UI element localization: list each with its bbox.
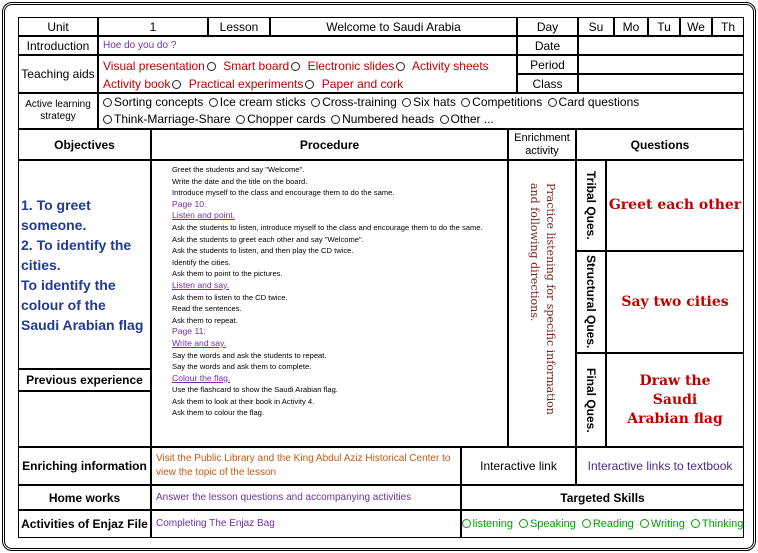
- listen-and-point-heading: Listen and point.: [172, 210, 236, 221]
- option-electronic-slides[interactable]: Electronic slides: [308, 59, 408, 73]
- option-cross-training[interactable]: Cross-training: [311, 95, 397, 109]
- page-11-heading: Page 11:: [172, 326, 206, 337]
- date-label: Date: [517, 36, 578, 55]
- structural-label-cell: [576, 251, 606, 353]
- procedure-line: Use the flashcard to show the Saudi Arabian flag.: [172, 385, 338, 395]
- radio-circle-icon: [209, 98, 218, 107]
- day-mo: Mo: [614, 17, 648, 36]
- radio-circle-icon: [103, 115, 112, 124]
- questions-header: Questions: [576, 129, 744, 160]
- option-think-marriage-share[interactable]: Think-Marriage-Share: [103, 112, 231, 126]
- final-label-cell: [576, 353, 606, 447]
- enrichment-header: Enrichment activity: [508, 129, 576, 160]
- radio-circle-icon: [331, 115, 340, 124]
- procedure-header: Procedure: [151, 129, 508, 160]
- radio-circle-icon: [172, 80, 181, 89]
- unit-value: 1: [98, 17, 208, 36]
- period-label: Period: [517, 55, 578, 74]
- procedure-line: Greet the students and say "Welcome".: [172, 165, 305, 174]
- radio-circle-icon: [548, 98, 557, 107]
- radio-circle-icon: [311, 98, 320, 107]
- procedure-line: Write the date and the title on the board.: [172, 176, 308, 186]
- option-competitions[interactable]: Competitions: [461, 95, 542, 109]
- option-six-hats[interactable]: Six hats: [402, 95, 456, 109]
- objectives-header: Objectives: [18, 129, 151, 160]
- procedure-line: Read the sentences.: [172, 304, 242, 314]
- skill-writing[interactable]: Writing: [640, 518, 685, 530]
- enjaz-cell: [151, 510, 461, 538]
- option-practical-experiments[interactable]: Practical experiments: [189, 77, 317, 91]
- radio-circle-icon: [396, 62, 405, 71]
- option-smart-board[interactable]: Smart board: [223, 59, 302, 73]
- option-activity-book[interactable]: Activity book: [103, 77, 183, 91]
- procedure-line: Ask them to look at their book in Activity 4.: [172, 396, 315, 406]
- teaching-aids-options: [98, 55, 517, 93]
- targeted-skills-label: Targeted Skills: [461, 485, 744, 510]
- active-learning-label: Active learning strategy: [18, 93, 98, 129]
- class-label: Class: [517, 74, 578, 93]
- skill-reading[interactable]: Reading: [582, 518, 634, 530]
- radio-circle-icon: [691, 519, 700, 528]
- structural-questions-label: Structural Ques.: [584, 255, 598, 349]
- skill-listening[interactable]: listening: [462, 518, 513, 530]
- option-ice-cream-sticks[interactable]: Ice cream sticks: [209, 95, 306, 109]
- radio-circle-icon: [640, 519, 649, 528]
- introduction-value: Hoe do you do ?: [103, 40, 177, 51]
- option-other[interactable]: Other ...: [440, 112, 494, 126]
- radio-circle-icon: [462, 519, 471, 528]
- option-numbered-heads[interactable]: Numbered heads: [331, 112, 434, 126]
- day-label: Day: [517, 17, 578, 36]
- enjaz-label: Activities of Enjaz File: [18, 510, 151, 538]
- final-question-cell: [606, 353, 744, 447]
- radio-circle-icon: [207, 62, 216, 71]
- previous-experience-cell: [18, 391, 151, 447]
- option-paper-and-cork[interactable]: Paper and cork: [321, 77, 404, 91]
- procedure-cell: [151, 160, 508, 447]
- procedure-line: Ask the students to greet each other and say "Welcome".: [172, 234, 364, 244]
- option-visual-presentation[interactable]: Visual presentation: [103, 59, 218, 73]
- option-activity-sheets[interactable]: Activity sheets: [411, 59, 489, 73]
- teaching-aids-label: Teaching aids: [18, 55, 98, 93]
- class-cell: [578, 74, 744, 93]
- radio-circle-icon: [291, 62, 300, 71]
- active-learning-options: [98, 93, 744, 129]
- option-chopper-cards[interactable]: Chopper cards: [236, 112, 326, 126]
- radio-circle-icon: [461, 98, 470, 107]
- tribal-label-cell: [576, 160, 606, 251]
- radio-circle-icon: [582, 519, 591, 528]
- interactive-link-value[interactable]: Interactive links to textbook: [576, 447, 744, 485]
- objective-cities: 2. To identify the cities.: [21, 237, 132, 273]
- procedure-line: Say the words and ask them to complete.: [172, 362, 312, 372]
- procedure-line: Ask them to colour the flag.: [172, 408, 265, 418]
- objectives-cell: [18, 160, 151, 369]
- page-10-heading: Page 10:: [172, 198, 207, 209]
- enrichment-text: Practice listening for specific information and following directions.: [528, 183, 557, 415]
- day-we: We: [680, 17, 712, 36]
- lesson-label: Lesson: [208, 17, 270, 36]
- home-works-cell: [151, 485, 461, 510]
- enjaz-value: Completing The Enjaz Bag: [156, 518, 275, 529]
- home-works-label: Home works: [18, 485, 151, 510]
- option-card-questions[interactable]: Card questions: [548, 95, 640, 109]
- enrichment-cell: [508, 160, 576, 447]
- tribal-question: Greet each other: [608, 197, 742, 213]
- structural-question: Say two cities: [621, 293, 729, 310]
- lesson-title: Welcome to Saudi Arabia: [270, 17, 517, 36]
- procedure-line: Ask the students to listen, and then play the CD twice.: [172, 246, 354, 256]
- day-th: Th: [712, 17, 744, 36]
- radio-circle-icon: [305, 80, 314, 89]
- final-questions-label: Final Ques.: [584, 367, 598, 433]
- day-tu: Tu: [648, 17, 680, 36]
- final-question: Draw the Saudi Arabian flag: [627, 372, 723, 427]
- tribal-questions-label: Tribal Ques.: [584, 171, 598, 240]
- radio-circle-icon: [402, 98, 411, 107]
- radio-circle-icon: [519, 519, 528, 528]
- enriching-information-label: Enriching information: [18, 447, 151, 485]
- introduction-cell: [98, 36, 517, 55]
- previous-experience-label: Previous experience: [18, 369, 151, 391]
- procedure-line: Introduce myself to the class and encourage them to do the same.: [172, 188, 395, 198]
- procedure-line: Say the words and ask the students to repeat.: [172, 350, 327, 360]
- procedure-line: Ask the students to listen, introduce myself to the class and encourage them to do the same.: [172, 222, 483, 232]
- tribal-question-cell: [606, 160, 744, 251]
- colour-the-flag-heading: Colour the flag.: [172, 372, 231, 383]
- home-works-value: Answer the lesson questions and accompanying activities: [156, 492, 412, 503]
- procedure-line: Ask them to repeat.: [172, 315, 238, 325]
- radio-circle-icon: [440, 115, 449, 124]
- targeted-skills-options: [461, 510, 744, 538]
- enriching-information-cell: [151, 447, 461, 485]
- interactive-link-label: Interactive link: [461, 447, 576, 485]
- procedure-line: Ask them to listen to the CD twice.: [172, 292, 288, 302]
- skill-speaking[interactable]: Speaking: [519, 518, 576, 530]
- enriching-information-value: Visit the Public Library and the King Abdul Aziz Historical Center to view the topic of the lesson: [156, 453, 451, 478]
- procedure-line: Identify the cities.: [172, 257, 231, 267]
- radio-circle-icon: [103, 98, 112, 107]
- procedure-line: Ask them to point to the pictures.: [172, 269, 283, 279]
- unit-label: Unit: [18, 17, 98, 36]
- structural-question-cell: [606, 251, 744, 353]
- skill-thinking[interactable]: Thinking: [691, 518, 744, 530]
- write-and-say-heading: Write and say.: [172, 337, 227, 348]
- listen-and-say-heading: Listen and say.: [172, 279, 230, 290]
- radio-circle-icon: [236, 115, 245, 124]
- introduction-label: Introduction: [18, 36, 98, 55]
- period-cell: [578, 55, 744, 74]
- option-sorting-concepts[interactable]: Sorting concepts: [103, 95, 203, 109]
- objective-flag: To identify the colour of the Saudi Arabian flag: [21, 277, 144, 333]
- objective-greet: 1. To greet someone.: [21, 197, 91, 233]
- date-cell: [578, 36, 744, 55]
- day-su: Su: [578, 17, 614, 36]
